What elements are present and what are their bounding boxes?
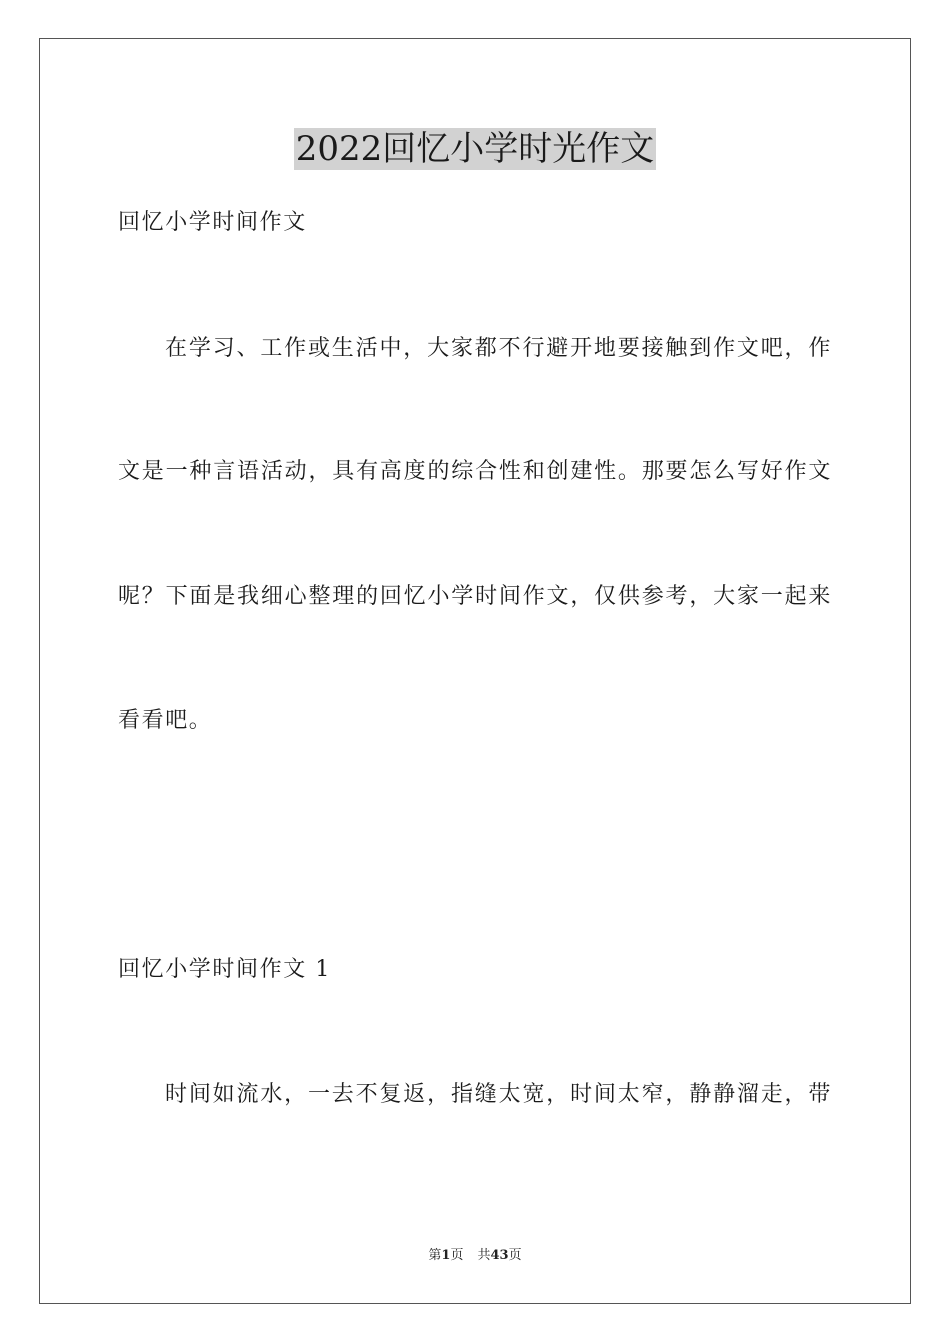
total-prefix: 共	[477, 1248, 491, 1263]
intro-line: 文是一种言语活动，具有高度的综合性和创建性。那要怎么写好作文	[118, 459, 832, 484]
page-total: 43	[490, 1248, 509, 1263]
page-suffix: 页	[450, 1248, 464, 1263]
page-current: 1	[441, 1248, 451, 1263]
intro-line: 看看吧。	[118, 708, 213, 733]
page-prefix: 第	[428, 1248, 442, 1263]
title-container	[0, 128, 950, 170]
section-line: 时间如流水，一去不复返，指缝太宽，时间太窄，静静溜走，带	[165, 1082, 832, 1107]
page-footer	[0, 1247, 950, 1265]
document-subtitle: 回忆小学时间作文	[118, 210, 307, 235]
section-heading: 回忆小学时间作文 1	[118, 957, 331, 982]
intro-line: 在学习、工作或生活中，大家都不行避开地要接触到作文吧，作	[165, 336, 832, 361]
intro-line: 呢？下面是我细心整理的回忆小学时间作文，仅供参考，大家一起来	[118, 584, 832, 609]
document-title: 2022回忆小学时光作文	[295, 129, 655, 169]
total-suffix: 页	[508, 1248, 522, 1263]
